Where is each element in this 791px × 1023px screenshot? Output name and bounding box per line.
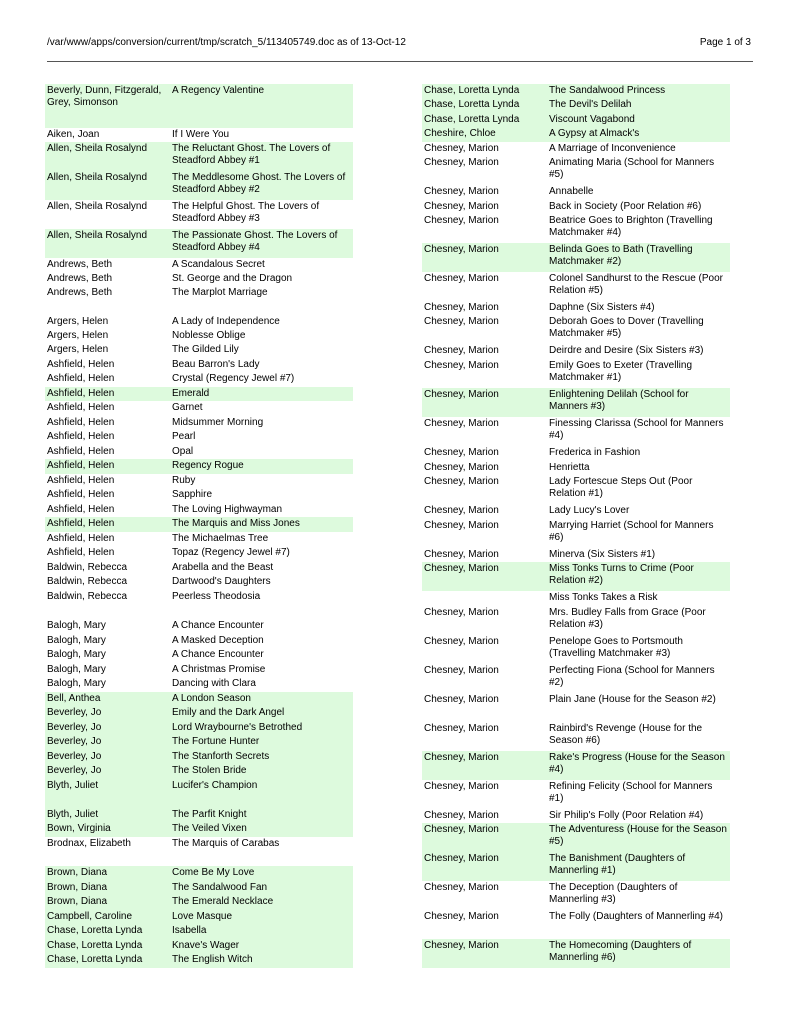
book-row	[422, 344, 730, 359]
book-title: The Homecoming (Daughters of Mannerling #6)	[549, 940, 692, 963]
book-title: The Marquis of Carabas	[172, 838, 280, 849]
book-row	[45, 750, 353, 764]
book-row	[422, 780, 730, 809]
book-title: Ruby	[172, 475, 196, 486]
book-author: Brown, Diana	[47, 867, 108, 878]
book-title: Perfecting Fiona (School for Manners #2)	[549, 665, 715, 688]
book-author: Andrews, Beth	[47, 259, 113, 270]
book-title: A London Season	[172, 693, 251, 704]
book-row	[422, 301, 730, 315]
book-title: Isabella	[172, 925, 207, 936]
book-author: Chesney, Marion	[424, 201, 499, 212]
book-author: Chesney, Marion	[424, 665, 499, 676]
book-author: Chesney, Marion	[424, 853, 499, 864]
book-row	[45, 445, 353, 459]
book-author: Chesney, Marion	[424, 723, 499, 734]
book-row	[45, 329, 353, 343]
book-title: Colonel Sandhurst to the Rescue (Poor Relation #5)	[549, 273, 723, 296]
book-row	[422, 142, 730, 156]
book-row	[45, 459, 353, 474]
book-row	[422, 388, 730, 417]
book-author: Baldwin, Rebecca	[47, 591, 128, 602]
book-author: Allen, Sheila Rosalynd	[47, 201, 148, 212]
book-row	[45, 517, 353, 532]
book-author: Ashfield, Helen	[47, 533, 115, 544]
book-author: Ashfield, Helen	[47, 373, 115, 384]
book-author: Chesney, Marion	[424, 273, 499, 284]
book-row	[422, 562, 730, 591]
book-row	[422, 519, 730, 548]
book-row	[45, 953, 353, 968]
book-author: Brodnax, Elizabeth	[47, 838, 131, 849]
book-author: Brown, Diana	[47, 896, 108, 907]
book-row	[45, 706, 353, 721]
book-title: Lady Lucy's Lover	[549, 505, 630, 516]
book-row	[45, 590, 353, 619]
book-title: Arabella and the Beast	[172, 562, 274, 573]
book-author: Chesney, Marion	[424, 520, 499, 531]
book-title: The Loving Highwayman	[172, 504, 283, 515]
book-row	[422, 910, 730, 939]
book-row	[45, 200, 353, 229]
book-author: Ashfield, Helen	[47, 446, 115, 457]
book-author: Balogh, Mary	[47, 620, 106, 631]
book-author: Cheshire, Chloe	[424, 128, 496, 139]
book-title: Rake's Progress (House for the Season #4)	[549, 752, 725, 775]
book-author: Chesney, Marion	[424, 143, 499, 154]
book-row	[422, 461, 730, 475]
book-row	[422, 635, 730, 664]
book-title: The Parfit Knight	[172, 809, 247, 820]
book-author: Chase, Loretta Lynda	[424, 85, 520, 96]
book-row	[422, 214, 730, 243]
book-row	[422, 156, 730, 185]
book-row	[45, 619, 353, 634]
book-title: Peerless Theodosia	[172, 591, 261, 602]
book-title: The Sandalwood Princess	[549, 85, 666, 96]
book-row	[45, 128, 353, 142]
book-title: Mrs. Budley Falls from Grace (Poor Relation #3)	[549, 607, 706, 630]
book-title: A Gypsy at Almack's	[549, 128, 640, 139]
book-author: Chesney, Marion	[424, 607, 499, 618]
book-author: Chase, Loretta Lynda	[424, 114, 520, 125]
book-title: Miss Tonks Turns to Crime (Poor Relation #2)	[549, 563, 694, 586]
book-author: Andrews, Beth	[47, 287, 113, 298]
book-title: The Devil's Delilah	[549, 99, 632, 110]
book-title: Animating Maria (School for Manners #5)	[549, 157, 715, 180]
book-author: Chesney, Marion	[424, 752, 499, 763]
book-title: Dancing with Clara	[172, 678, 256, 689]
book-row	[45, 924, 353, 939]
book-author: Ashfield, Helen	[47, 402, 115, 413]
book-title: Belinda Goes to Bath (Travelling Matchmaker #2)	[549, 244, 693, 267]
book-author: Chesney, Marion	[424, 389, 499, 400]
book-title: Emerald	[172, 388, 210, 399]
book-title: A Christmas Promise	[172, 664, 266, 675]
book-title: The Meddlesome Ghost. The Lovers of Steadford Abbey #2	[172, 172, 346, 195]
book-row	[422, 548, 730, 562]
book-title: Lady Fortescue Steps Out (Poor Relation #1)	[549, 476, 693, 499]
book-row	[422, 606, 730, 635]
book-title: The Emerald Necklace	[172, 896, 274, 907]
book-row	[422, 127, 730, 142]
book-row	[422, 751, 730, 780]
book-title: The Sandalwood Fan	[172, 882, 268, 893]
book-title: Marrying Harriet (School for Manners #6)	[549, 520, 714, 543]
book-author: Chase, Loretta Lynda	[47, 925, 143, 936]
book-author: Chesney, Marion	[424, 911, 499, 922]
book-author: Ashfield, Helen	[47, 489, 115, 500]
book-row	[45, 735, 353, 750]
book-title: Annabelle	[549, 186, 594, 197]
book-row	[45, 372, 353, 387]
book-row	[45, 663, 353, 677]
book-title: The Marplot Marriage	[172, 287, 268, 298]
book-author: Chesney, Marion	[424, 563, 499, 574]
book-author: Argers, Helen	[47, 330, 109, 341]
book-title: Dartwood's Daughters	[172, 576, 271, 587]
book-row	[422, 591, 730, 606]
book-title: The Adventuress (House for the Season #5)	[549, 824, 727, 847]
book-title: The Folly (Daughters of Mannerling #4)	[549, 911, 723, 922]
book-title: Beatrice Goes to Brighton (Travelling Matchmaker #4)	[549, 215, 713, 238]
book-title: Emily and the Dark Angel	[172, 707, 285, 718]
book-author: Balogh, Mary	[47, 635, 106, 646]
book-author: Chesney, Marion	[424, 781, 499, 792]
book-row	[422, 200, 730, 214]
book-row	[45, 488, 353, 503]
book-title: Finessing Clarissa (School for Manners #4)	[549, 418, 724, 441]
book-author: Baldwin, Rebecca	[47, 576, 128, 587]
book-row	[45, 315, 353, 329]
book-title: Lord Wraybourne's Betrothed	[172, 722, 303, 733]
book-author: Ashfield, Helen	[47, 417, 115, 428]
left-book-list	[45, 84, 353, 968]
book-row	[45, 721, 353, 735]
book-author: Chesney, Marion	[424, 636, 499, 647]
book-title: The Stanforth Secrets	[172, 751, 270, 762]
book-title: Come Be My Love	[172, 867, 255, 878]
book-author: Bell, Anthea	[47, 693, 101, 704]
book-title: Frederica in Fashion	[549, 447, 641, 458]
book-row	[45, 634, 353, 648]
book-author: Chesney, Marion	[424, 810, 499, 821]
book-row	[45, 229, 353, 258]
book-author: Ashfield, Helen	[47, 475, 115, 486]
book-row	[422, 823, 730, 852]
book-row	[45, 881, 353, 895]
book-title: Back in Society (Poor Relation #6)	[549, 201, 702, 212]
book-author: Allen, Sheila Rosalynd	[47, 143, 148, 154]
book-author: Chesney, Marion	[424, 157, 499, 168]
book-row	[422, 881, 730, 910]
book-author: Chesney, Marion	[424, 360, 499, 371]
book-title: The Michaelmas Tree	[172, 533, 269, 544]
book-title: Noblesse Oblige	[172, 330, 246, 341]
book-title: Minerva (Six Sisters #1)	[549, 549, 656, 560]
book-title: A Chance Encounter	[172, 649, 264, 660]
book-author: Balogh, Mary	[47, 664, 106, 675]
book-title: Deirdre and Desire (Six Sisters #3)	[549, 345, 704, 356]
book-title: The Fortune Hunter	[172, 736, 260, 747]
book-row	[422, 475, 730, 504]
book-author: Chesney, Marion	[424, 302, 499, 313]
book-row	[45, 343, 353, 358]
book-title: Knave's Wager	[172, 940, 240, 951]
book-row	[422, 243, 730, 272]
book-row	[45, 648, 353, 663]
book-row	[422, 664, 730, 693]
book-author: Ashfield, Helen	[47, 518, 115, 529]
book-author: Chase, Loretta Lynda	[47, 954, 143, 965]
book-author: Andrews, Beth	[47, 273, 113, 284]
book-title: Miss Tonks Takes a Risk	[549, 592, 658, 603]
book-author: Chesney, Marion	[424, 505, 499, 516]
book-row	[422, 315, 730, 344]
book-title: Beau Barron's Lady	[172, 359, 260, 370]
book-title: Sapphire	[172, 489, 213, 500]
book-author: Chesney, Marion	[424, 316, 499, 327]
book-row	[45, 272, 353, 286]
book-author: Chesney, Marion	[424, 186, 499, 197]
book-author: Baldwin, Rebecca	[47, 562, 128, 573]
book-row	[45, 401, 353, 416]
book-title: A Lady of Independence	[172, 316, 280, 327]
book-author: Chesney, Marion	[424, 462, 499, 473]
book-title: If I Were You	[172, 129, 230, 140]
book-row	[45, 286, 353, 315]
book-author: Beverley, Jo	[47, 736, 102, 747]
book-title: A Marriage of Inconvenience	[549, 143, 676, 154]
book-row	[45, 258, 353, 272]
book-row	[45, 532, 353, 546]
book-title: The Gilded Lily	[172, 344, 239, 355]
book-row	[45, 837, 353, 866]
book-title: Love Masque	[172, 911, 233, 922]
book-title: Penelope Goes to Portsmouth (Travelling Matchmaker #3)	[549, 636, 683, 659]
book-row	[422, 939, 730, 968]
book-author: Chesney, Marion	[424, 882, 499, 893]
book-title: The Marquis and Miss Jones	[172, 518, 300, 529]
book-title: Topaz (Regency Jewel #7)	[172, 547, 290, 558]
book-row	[45, 764, 353, 779]
book-title: Pearl	[172, 431, 196, 442]
book-row	[45, 808, 353, 822]
book-author: Beverley, Jo	[47, 765, 102, 776]
book-title: Daphne (Six Sisters #4)	[549, 302, 655, 313]
book-row	[422, 359, 730, 388]
book-author: Chesney, Marion	[424, 940, 499, 951]
book-author: Chesney, Marion	[424, 244, 499, 255]
book-author: Ashfield, Helen	[47, 547, 115, 558]
book-row	[45, 561, 353, 575]
book-author: Beverley, Jo	[47, 707, 102, 718]
book-row	[45, 474, 353, 488]
book-title: The Banishment (Daughters of Mannerling #1)	[549, 853, 686, 876]
book-author: Ashfield, Helen	[47, 388, 115, 399]
book-title: The Stolen Bride	[172, 765, 247, 776]
book-author: Aiken, Joan	[47, 129, 100, 140]
book-title: The Helpful Ghost. The Lovers of Steadford Abbey #3	[172, 201, 320, 224]
book-title: Garnet	[172, 402, 203, 413]
book-row	[45, 939, 353, 953]
book-row	[45, 779, 353, 808]
book-title: Sir Philip's Folly (Poor Relation #4)	[549, 810, 704, 821]
book-author: Chesney, Marion	[424, 549, 499, 560]
book-title: The English Witch	[172, 954, 253, 965]
book-row	[45, 416, 353, 430]
book-title: Enlightening Delilah (School for Manners #3)	[549, 389, 689, 412]
book-author: Chesney, Marion	[424, 345, 499, 356]
book-title: Lucifer's Champion	[172, 780, 258, 791]
book-title: Refining Felicity (School for Manners #1)	[549, 781, 713, 804]
book-title: Opal	[172, 446, 194, 457]
book-author: Ashfield, Helen	[47, 504, 115, 515]
book-row	[45, 910, 353, 924]
page-number: Page 1 of 3	[699, 37, 751, 48]
book-title: Henrietta	[549, 462, 590, 473]
book-author: Chesney, Marion	[424, 694, 499, 705]
book-title: Deborah Goes to Dover (Travelling Matchmaker #5)	[549, 316, 704, 339]
book-author: Balogh, Mary	[47, 649, 106, 660]
book-author: Blyth, Juliet	[47, 809, 99, 820]
book-row	[45, 430, 353, 445]
book-title: Rainbird's Revenge (House for the Season #6)	[549, 723, 703, 746]
book-author: Campbell, Caroline	[47, 911, 133, 922]
right-book-list	[422, 84, 730, 968]
book-title: Viscount Vagabond	[549, 114, 635, 125]
book-author: Chase, Loretta Lynda	[47, 940, 143, 951]
book-row	[45, 866, 353, 881]
book-author: Beverley, Jo	[47, 722, 102, 733]
book-author: Chesney, Marion	[424, 476, 499, 487]
header-divider	[47, 61, 753, 62]
book-author: Ashfield, Helen	[47, 460, 115, 471]
book-row	[45, 142, 353, 171]
book-row	[45, 822, 353, 837]
book-row	[45, 84, 353, 128]
book-author: Allen, Sheila Rosalynd	[47, 172, 148, 183]
book-author: Allen, Sheila Rosalynd	[47, 230, 148, 241]
book-row	[45, 503, 353, 517]
book-row	[422, 504, 730, 519]
book-author: Ashfield, Helen	[47, 431, 115, 442]
book-author: Chase, Loretta Lynda	[424, 99, 520, 110]
book-title: The Veiled Vixen	[172, 823, 247, 834]
book-author: Argers, Helen	[47, 316, 109, 327]
book-title: A Scandalous Secret	[172, 259, 265, 270]
book-row	[422, 446, 730, 461]
book-row	[45, 575, 353, 590]
book-author: Beverly, Dunn, Fitzgerald, Grey, Simonson	[47, 85, 162, 108]
book-row	[422, 809, 730, 823]
book-title: The Deception (Daughters of Mannerling #3)	[549, 882, 678, 905]
book-title: Midsummer Morning	[172, 417, 264, 428]
book-author: Bown, Virginia	[47, 823, 111, 834]
book-title: Crystal (Regency Jewel #7)	[172, 373, 295, 384]
book-title: Emily Goes to Exeter (Travelling Matchmaker #1)	[549, 360, 693, 383]
document-path: /var/www/apps/conversion/current/tmp/scratch_5/113405749.doc as of 13-Oct-12	[47, 37, 406, 48]
book-row	[422, 113, 730, 127]
book-row	[45, 677, 353, 692]
book-row	[45, 387, 353, 401]
book-author: Chesney, Marion	[424, 824, 499, 835]
book-title: A Chance Encounter	[172, 620, 264, 631]
book-row	[45, 895, 353, 910]
book-author: Beverley, Jo	[47, 751, 102, 762]
book-row	[422, 98, 730, 113]
book-author: Argers, Helen	[47, 344, 109, 355]
book-row	[422, 722, 730, 751]
book-title: The Reluctant Ghost. The Lovers of Steadford Abbey #1	[172, 143, 331, 166]
book-row	[45, 171, 353, 200]
book-author: Chesney, Marion	[424, 215, 499, 226]
book-author: Chesney, Marion	[424, 447, 499, 458]
book-author: Chesney, Marion	[424, 418, 499, 429]
book-row	[45, 358, 353, 372]
book-title: A Masked Deception	[172, 635, 264, 646]
book-row	[45, 546, 353, 561]
book-row	[422, 185, 730, 200]
book-row	[422, 852, 730, 881]
book-row	[45, 692, 353, 706]
book-title: A Regency Valentine	[172, 85, 265, 96]
book-author: Balogh, Mary	[47, 678, 106, 689]
book-title: The Passionate Ghost. The Lovers of Steadford Abbey #4	[172, 230, 338, 253]
book-author: Blyth, Juliet	[47, 780, 99, 791]
book-row	[422, 693, 730, 722]
book-row	[422, 84, 730, 98]
book-title: Regency Rogue	[172, 460, 244, 471]
book-author: Ashfield, Helen	[47, 359, 115, 370]
book-row	[422, 272, 730, 301]
book-author: Brown, Diana	[47, 882, 108, 893]
book-title: St. George and the Dragon	[172, 273, 293, 284]
book-title: Plain Jane (House for the Season #2)	[549, 694, 716, 705]
book-row	[422, 417, 730, 446]
page-header	[47, 37, 751, 51]
